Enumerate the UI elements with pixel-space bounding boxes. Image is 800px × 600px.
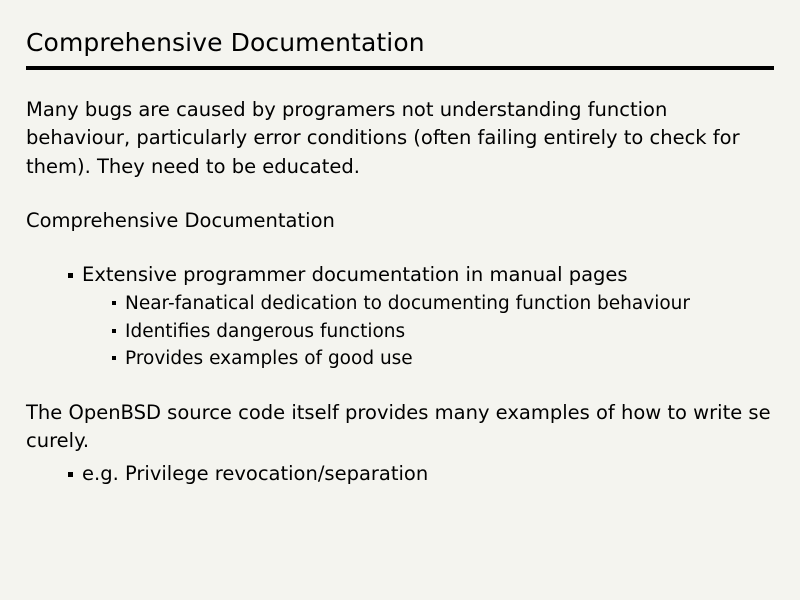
closing-paragraph: The OpenBSD source code itself provides many examples of how to write se curely. xyxy=(26,401,771,453)
intro-paragraph: Many bugs are caused by programers not understanding function behaviour, particularly error conditions (often failing entirely to check for them). They need to be educated. xyxy=(26,98,740,178)
bullet-label: Extensive programmer documentation in manual pages xyxy=(82,263,628,287)
bullet-list-secondary xyxy=(82,290,774,373)
spacer xyxy=(26,239,774,261)
spacer xyxy=(26,185,774,207)
list-item: Provides examples of good use xyxy=(112,345,774,373)
section-heading: Comprehensive Documentation xyxy=(26,208,335,232)
list-item: Identifies dangerous functions xyxy=(112,318,774,346)
page-title: Comprehensive Documentation xyxy=(26,28,425,57)
list-item: e.g. Privilege revocation/separation xyxy=(68,460,774,489)
bullet-list-closing xyxy=(26,460,774,489)
title-divider xyxy=(26,66,774,70)
list-item: Near-fanatical dedication to documenting function behaviour xyxy=(112,290,774,318)
spacer xyxy=(26,373,774,399)
list-item xyxy=(68,261,774,373)
bullet-list-primary xyxy=(26,261,774,373)
